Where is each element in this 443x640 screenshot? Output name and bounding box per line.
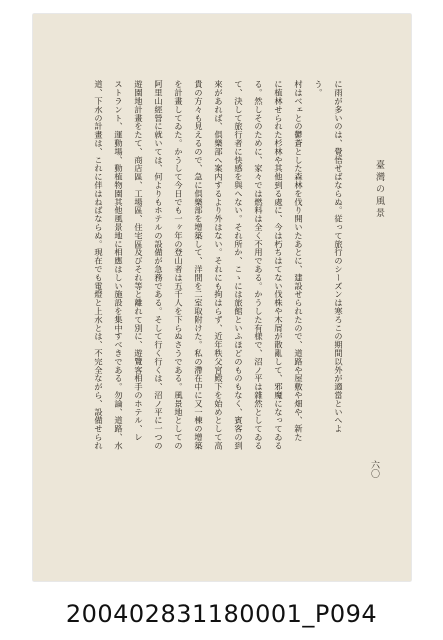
text-column: ストラント、運動場、動植物園其他風景地に相應はしい施設を集中すべきである。勿論、道路、水 [114, 80, 124, 450]
document-page [33, 14, 411, 581]
text-column: て、決して旅行者に快感を與へない。それ所か、こゝには旅館といふほどのものもなく、賓客の到 [234, 80, 244, 450]
running-header-title: 臺灣の風景 [374, 160, 384, 220]
text-column: を計畫してゐた。かうして今日でも一ヶ年の登山者は五千人を下らぬさうである。風景地としての [174, 80, 184, 450]
body-text [93, 80, 345, 460]
text-column: 道、下水の計畫は、これに伴はねばならぬ。現在でも電燈と上水とは、不完全ながら、設備せられ [94, 80, 104, 450]
text-column: 來があれば、倶樂部へ案内するより外はない。それにも拘はらず、近年秩父宮殿下を始めとして高 [214, 80, 224, 450]
text-column: 貴の方々も見えるので、急に倶樂部を增築して、洋間を二室取附けた。私の滯在中に又一棟の增築 [194, 80, 204, 450]
text-column: に雨が多いのは、覺悟せばならぬ。従って旅行のシーズンは寒ろこの期間以外が適當といへよ [334, 80, 344, 433]
text-column: 阿里山經營に就いては、何よりもホテルの設備が急務である。そして行く行くは、沼ノ平に一つの [154, 80, 164, 450]
text-column: 村はべェとの鬱蒼とした森林を伐り開いたあとに、建設せられたので、道路や屋敷や畑や、新た [294, 80, 304, 442]
image-id-caption: 200402831180001_P094 [65, 600, 378, 628]
page-number: 六〇 [369, 460, 379, 478]
text-column: に植林せられた杉林や其他到る處に、今は朽ちはてない伐株や木屑が散亂して、邪魔になってゐる [274, 80, 284, 450]
text-column: う。 [314, 80, 324, 97]
text-column: る。然しそのために、家々では燃料は全く不用である。かうした有様で、沼ノ平は雜然としてゐる [254, 80, 264, 450]
text-column: 遊園地計畫をたて、商店區、工場區、住宅區及びそれ等と離れて別に、遊覽客相手のホテル、レ [134, 80, 144, 442]
